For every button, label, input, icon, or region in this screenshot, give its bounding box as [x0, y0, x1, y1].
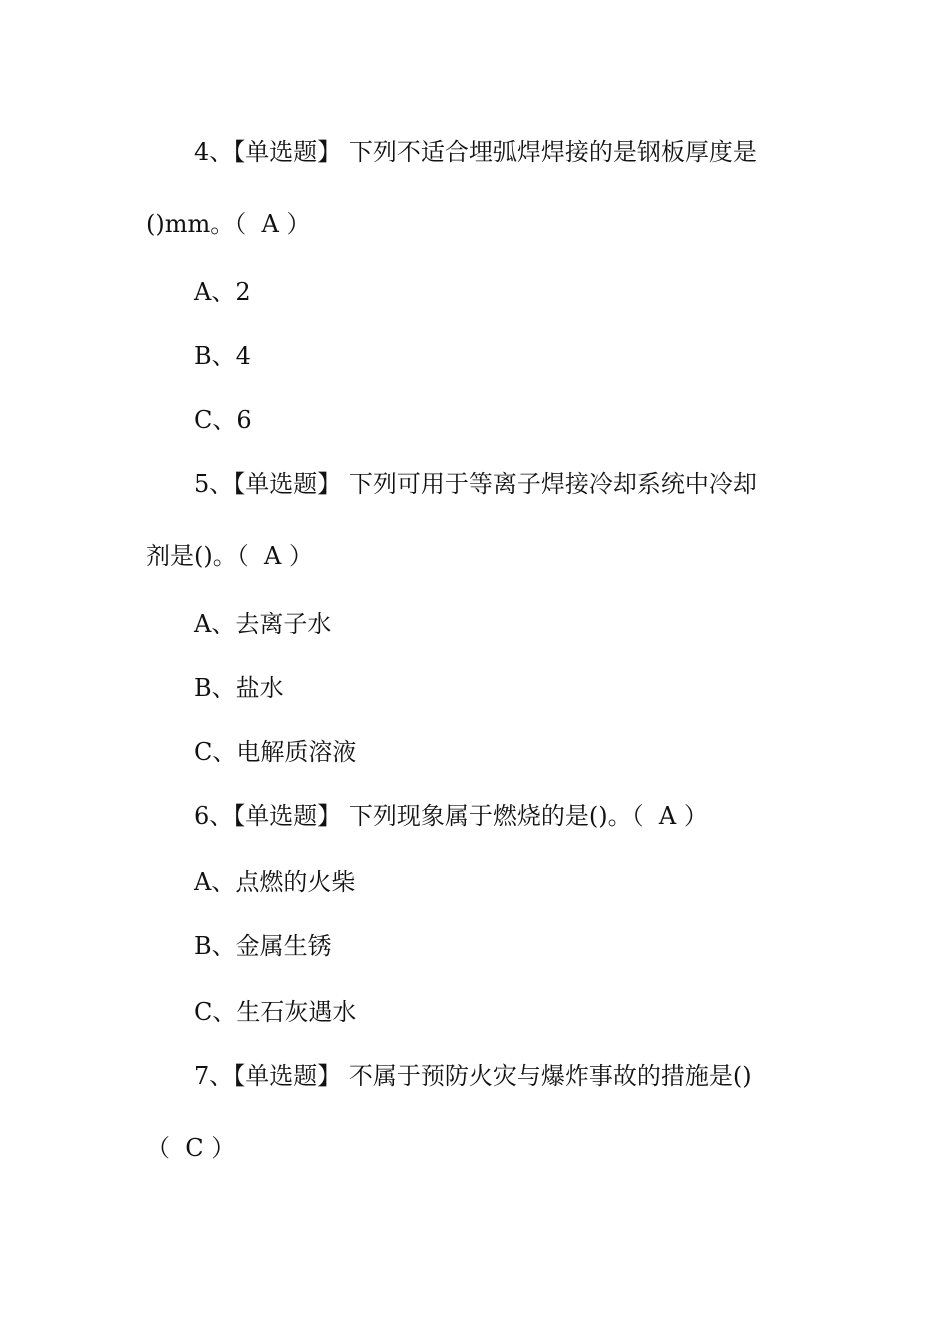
question-6-stem: 6、【单选题】 下列现象属于燃烧的是()。（ A ） — [194, 802, 708, 830]
question-5-option-b: B、盐水 — [194, 674, 284, 702]
question-6-option-b: B、金属生锈 — [194, 932, 332, 960]
question-7-stem: 7、【单选题】 不属于预防火灾与爆炸事故的措施是() — [194, 1062, 752, 1090]
question-6-option-a: A、点燃的火柴 — [194, 868, 356, 896]
question-7-stem-cont: （ C ） — [146, 1134, 236, 1162]
question-5-option-a: A、去离子水 — [194, 610, 332, 638]
question-4-option-c: C、6 — [194, 406, 252, 434]
question-5-stem: 5、【单选题】 下列可用于等离子焊接冷却系统中冷却 — [194, 470, 757, 498]
question-4-stem-cont: ()mm。（ A ） — [146, 210, 311, 238]
question-4-option-a: A、2 — [194, 278, 251, 306]
question-5-option-c: C、电解质溶液 — [194, 738, 357, 766]
question-4-option-b: B、4 — [194, 342, 251, 370]
question-5-stem-cont: 剂是()。（ A ） — [146, 542, 313, 570]
question-4-stem: 4、【单选题】 下列不适合埋弧焊焊接的是钢板厚度是 — [194, 138, 757, 166]
question-6-option-c: C、生石灰遇水 — [194, 998, 357, 1026]
